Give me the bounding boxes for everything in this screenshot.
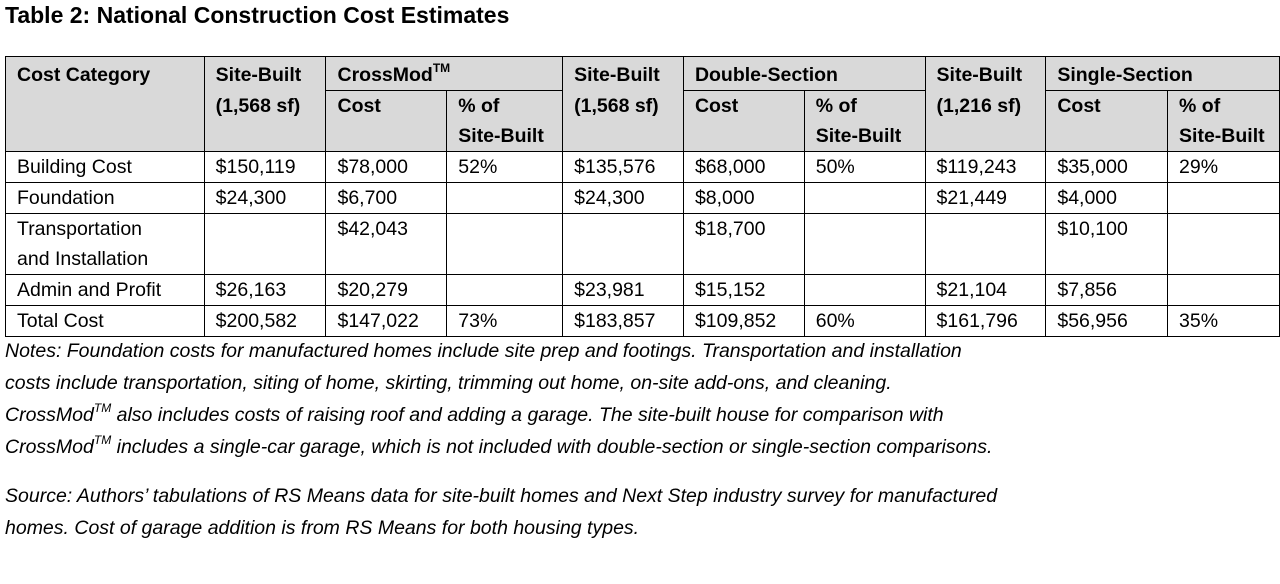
table-cell: [447, 183, 563, 214]
table-cell: $56,956: [1046, 306, 1168, 337]
table-row: [6, 183, 1280, 214]
header-site-built: Site-Built: [925, 57, 1046, 91]
table-cell: 52%: [447, 152, 563, 183]
table-cell: 60%: [804, 306, 925, 337]
table-cell: $68,000: [683, 152, 804, 183]
table-cell: $119,243: [925, 152, 1046, 183]
header-pct: % of: [447, 91, 563, 122]
table-cell: $183,857: [563, 306, 684, 337]
header-site-sf: (1,216 sf): [925, 91, 1046, 152]
header-pct-site-built: Site-Built: [804, 121, 925, 152]
table-cell: $4,000: [1046, 183, 1168, 214]
header-site-built: Site-Built: [204, 57, 326, 91]
table-cell: 29%: [1168, 152, 1280, 183]
table-row: [6, 214, 1280, 275]
notes-line: CrossMod™ also includes costs of raising roof and adding a garage. The site-built house for comparison with: [5, 401, 944, 426]
table-cell: $20,279: [326, 275, 447, 306]
source-line: Source: Authors’ tabulations of RS Means data for site-built homes and Next Step industry survey for manufactured: [5, 485, 998, 507]
row-category: Total Cost: [6, 306, 205, 337]
table-cell: $23,981: [563, 275, 684, 306]
table-cell: $21,104: [925, 275, 1046, 306]
table-cell: $200,582: [204, 306, 326, 337]
table-cell: [804, 275, 925, 306]
table-cell: [1168, 275, 1280, 306]
header-mfg-type: Single-Section: [1046, 57, 1280, 91]
table-cell: $24,300: [204, 183, 326, 214]
table-cell: $18,700: [683, 214, 804, 275]
table-row: [6, 152, 1280, 183]
table-cell: $42,043: [326, 214, 447, 275]
table-cell: [563, 214, 684, 275]
row-category: Transportation and Installation: [6, 214, 205, 275]
table-cell: [447, 214, 563, 275]
table-cell: $24,300: [563, 183, 684, 214]
notes-line: Notes: Foundation costs for manufactured homes include site prep and footings. Transportation and installation: [5, 340, 962, 362]
header-pct: % of: [1168, 91, 1280, 122]
table-cell: [804, 214, 925, 275]
table-header: [6, 57, 1280, 152]
table-cell: 35%: [1168, 306, 1280, 337]
table-cell: $150,119: [204, 152, 326, 183]
header-cost-category: Cost Category: [6, 57, 205, 152]
table-cell: [925, 214, 1046, 275]
table-cell: $15,152: [683, 275, 804, 306]
table-cell: $147,022: [326, 306, 447, 337]
cost-table: [5, 56, 1280, 337]
table-row: [6, 306, 1280, 337]
table-cell: $21,449: [925, 183, 1046, 214]
table-cell: [1168, 214, 1280, 275]
header-site-sf: (1,568 sf): [204, 91, 326, 152]
header-pct: % of: [804, 91, 925, 122]
header-site-sf: (1,568 sf): [563, 91, 684, 152]
header-cost: Cost: [1046, 91, 1168, 152]
notes-line: costs include transportation, siting of home, skirting, trimming out home, on-site add-ons, and cleaning.: [5, 372, 892, 394]
header-site-built: Site-Built: [563, 57, 684, 91]
row-category: Admin and Profit: [6, 275, 205, 306]
header-cost: Cost: [326, 91, 447, 152]
table-cell: 73%: [447, 306, 563, 337]
table-row: [6, 275, 1280, 306]
table-title: Table 2: National Construction Cost Estimates: [5, 2, 510, 28]
table-cell: $35,000: [1046, 152, 1168, 183]
table-cell: $135,576: [563, 152, 684, 183]
table-cell: $8,000: [683, 183, 804, 214]
table-cell: $26,163: [204, 275, 326, 306]
header-pct-site-built: Site-Built: [1168, 121, 1280, 152]
header-mfg-type: Double-Section: [683, 57, 925, 91]
table-cell: [804, 183, 925, 214]
table-cell: [204, 214, 326, 275]
table-cell: $10,100: [1046, 214, 1168, 275]
notes-line: CrossMod™ includes a single-car garage, which is not included with double-section or single-section comparisons.: [5, 433, 993, 458]
table-cell: [1168, 183, 1280, 214]
table-cell: [447, 275, 563, 306]
table-notes: [5, 335, 997, 544]
table-cell: $109,852: [683, 306, 804, 337]
source-line: homes. Cost of garage addition is from RS Means for both housing types.: [5, 517, 640, 539]
table-cell: $78,000: [326, 152, 447, 183]
table-body: [6, 152, 1280, 337]
header-mfg-type: CrossMod™: [326, 57, 563, 91]
table-cell: 50%: [804, 152, 925, 183]
table-cell: $7,856: [1046, 275, 1168, 306]
header-pct-site-built: Site-Built: [447, 121, 563, 152]
row-category: Building Cost: [6, 152, 205, 183]
table-cell: $6,700: [326, 183, 447, 214]
table-cell: $161,796: [925, 306, 1046, 337]
header-cost: Cost: [683, 91, 804, 152]
row-category: Foundation: [6, 183, 205, 214]
